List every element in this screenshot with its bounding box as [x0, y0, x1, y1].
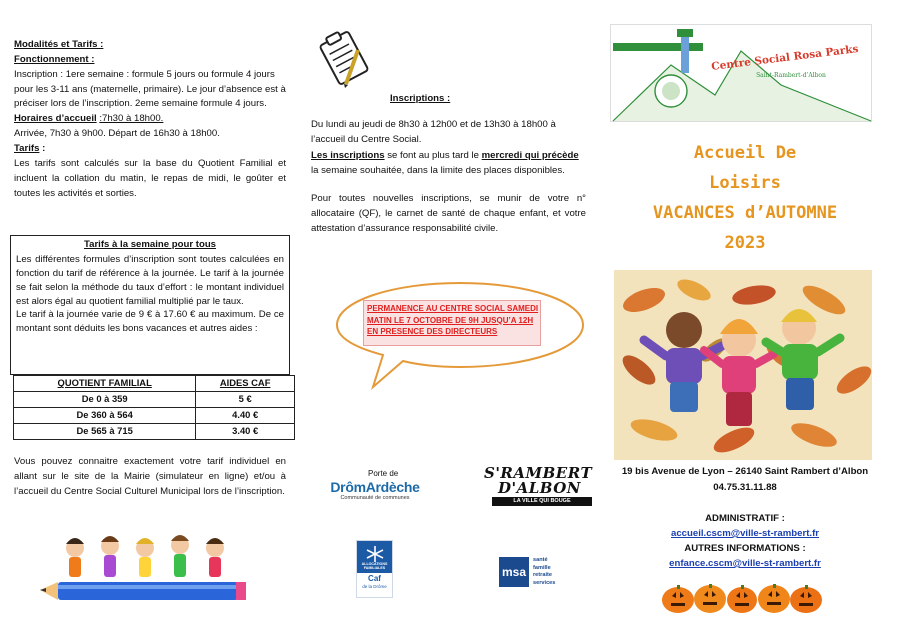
pumpkins-illustration: [662, 582, 838, 614]
inscriptions-deadline: [311, 149, 586, 179]
inscriptions-emph: Les inscriptions: [311, 149, 385, 161]
drome-sub-text: Communauté de communes: [340, 494, 410, 501]
sra-line-1: S'RAMBERT: [484, 464, 593, 482]
box-text-1: Les différentes formules d’inscription sont toutes calculées en fonction du tarif de référence à la journée. Le tarif à la journée se fait selon la méthode du taux d’effort : le montant individuel est alors égal au quotient familial multiplié par le taux.: [16, 253, 284, 307]
box-text-2: Le tarif à la journée varie de 9 € à 17.60 € au maximum. De ce montant sont déduits les bons vacances et autres aides :: [16, 309, 284, 335]
table-row: [14, 408, 295, 424]
title-line: 2023: [724, 233, 766, 253]
tarifs-title-suffix: :: [39, 143, 46, 155]
caf-logo: [356, 540, 393, 598]
permanence-text: PERMANENCE AU CENTRE SOCIAL SAMEDI MATIN LE 7 OCTOBRE DE 9H JUSQU’A 12H EN PRESENCE DES DIRECTEURS: [367, 304, 539, 337]
admin-label: ADMINISTRATIF :: [705, 513, 785, 524]
table-cell: 3.40 €: [196, 424, 295, 440]
admin-email-link[interactable]: accueil.cscm@ville-st-rambert.fr: [671, 528, 819, 539]
table-header-qf: QUOTIENT FAMILIAL: [14, 376, 196, 392]
tarifs-semaine-box: [10, 235, 290, 375]
msa-word: retraite: [533, 572, 552, 579]
table-header-row: [14, 376, 295, 392]
msa-logo: [499, 557, 565, 589]
table-row: [14, 424, 295, 440]
logo-title: Centre Social Rosa Parks: [710, 43, 860, 73]
table-cell: De 360 à 564: [14, 408, 196, 424]
table-row: [14, 392, 295, 408]
drome-big-text: DrômArdèche: [330, 478, 420, 495]
box-title: Tarifs à la semaine pour tous: [83, 239, 217, 250]
msa-word: santé: [533, 557, 548, 563]
middle-column: [311, 118, 586, 237]
clipboard-icon: [318, 28, 370, 88]
quotient-table: [13, 375, 295, 440]
other-email-link[interactable]: enfance.cscm@ville-st-rambert.fr: [669, 558, 821, 569]
page-title: [614, 138, 876, 258]
simulateur-text: Vous pouvez connaitre exactement votre tarif individuel en allant sur le site de la Mairie (simulateur en ligne) et/ou à l’accueil du Centre Social Culturel Municipal lors de l’inscription.: [14, 456, 286, 497]
caf-allocations: ALLOCATIONS FAMILIALES: [361, 562, 388, 570]
drome-small-text: Porte de: [368, 469, 399, 478]
msa-words: [533, 557, 555, 587]
other-label: AUTRES INFORMATIONS :: [684, 543, 806, 554]
msa-letters: msa: [499, 557, 529, 587]
sra-tagline: LA VILLE QUI BOUGE: [492, 497, 592, 506]
horaires-value: :7h30 à 18h00.: [99, 113, 164, 125]
table-cell: 5 €: [196, 392, 295, 408]
horaires-line: [14, 112, 286, 127]
tarifs-heading: [14, 142, 286, 157]
title-line: Loisirs: [709, 173, 781, 193]
mercredi-emph: mercredi qui précède: [481, 149, 579, 161]
msa-word: famille: [533, 564, 551, 571]
inscriptions-hours: Du lundi au jeudi de 8h30 à 12h00 et de 13h30 à 18h00 à l’accueil du Centre Social.: [311, 119, 556, 145]
tarifs-title: Tarifs: [14, 143, 40, 155]
table-header-caf: AIDES CAF: [196, 376, 295, 392]
table-cell: De 565 à 715: [14, 424, 196, 440]
sra-line-2: D'ALBON: [498, 479, 582, 497]
fonctionnement-title: Fonctionnement :: [14, 53, 95, 65]
dromardeche-logo: [322, 470, 428, 501]
caf-drome: de la Drôme: [362, 584, 387, 589]
title-line: Accueil De: [693, 143, 797, 163]
address: 19 bis Avenue de Lyon – 26140 Saint Rambert d’Albon: [621, 466, 869, 477]
inscriptions-title: Inscriptions :: [390, 93, 451, 104]
documents-text: Pour toutes nouvelles inscriptions, se munir de votre n° allocataire (QF), le carnet de santé de chaque enfant, et votre attestation d’assurance responsabilité civile.: [311, 193, 586, 235]
caf-name: Caf: [368, 574, 381, 583]
autumn-kids-illustration: [614, 270, 872, 460]
snowflake-icon: [365, 545, 385, 563]
tarifs-text: Les tarifs sont calculés sur la base du Quotient Familial et incluent la collation du matin, le repas de midi, le goûter et toutes les activités et sorties.: [14, 157, 286, 199]
left-column: [14, 38, 286, 201]
table-cell: 4.40 €: [196, 408, 295, 424]
horaires-label: Horaires d’accueil: [14, 113, 97, 125]
other-email-wrap: [614, 557, 876, 572]
modalites-title: Modalités et Tarifs :: [14, 39, 104, 50]
fonctionnement-text: Inscription : 1ere semaine : formule 5 jours ou formule 4 jours pour les 3-11 ans (maternelle, primaire). Le jour d’absence est à préciser lors de l’inscription. 2eme semaine formule 4 jours.: [14, 68, 286, 110]
title-line: VACANCES d’AUTOMNE: [652, 203, 838, 223]
inscriptions-text: se font au plus tard le: [384, 149, 482, 161]
kids-pencil-illustration: [40, 530, 250, 606]
admin-email-wrap: [614, 527, 876, 542]
arrivee-text: Arrivée, 7h30 à 9h00. Départ de 16h30 à 18h00.: [14, 128, 220, 140]
logo-sub: Saint-Rambert-d’Albon: [756, 72, 826, 79]
saint-rambert-logo: [484, 466, 598, 508]
centre-social-logo: [610, 24, 872, 122]
inscriptions-text-end: la semaine souhaitée, dans la limite des places disponibles.: [311, 164, 565, 176]
phone-number: 04.75.31.11.88: [713, 482, 777, 493]
table-cell: De 0 à 359: [14, 392, 196, 408]
msa-word: services: [533, 579, 556, 586]
